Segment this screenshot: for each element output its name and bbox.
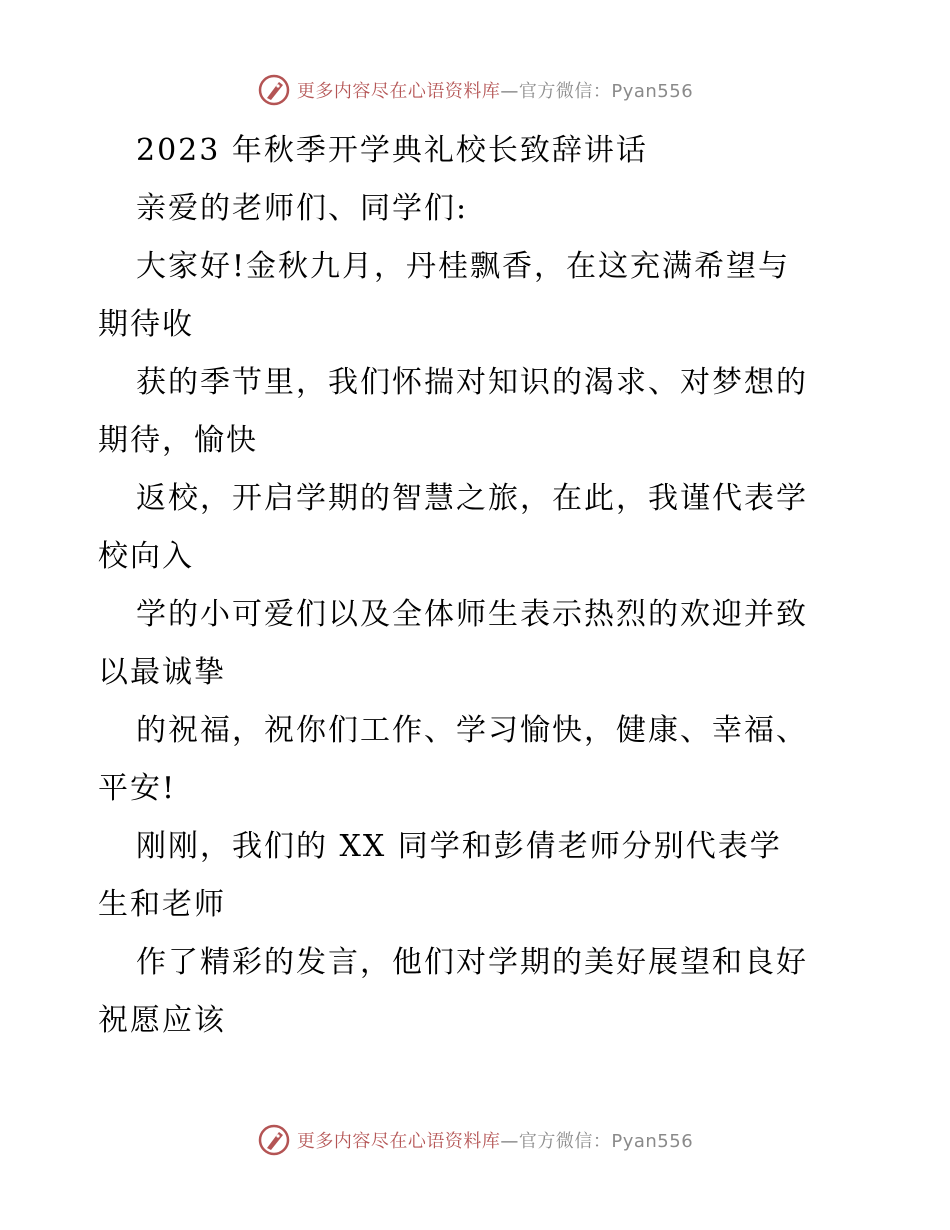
paragraph-line: 大家好!金秋九月，丹桂飘香，在这充满希望与 bbox=[136, 249, 791, 284]
paragraph-line: 平安! bbox=[98, 771, 177, 806]
paragraph-line: 祝愿应该 bbox=[98, 1003, 226, 1038]
paragraph-line: 作了精彩的发言，他们对学期的美好展望和良好 bbox=[136, 945, 808, 980]
paragraph-line: 学的小可爱们以及全体师生表示热烈的欢迎并致 bbox=[136, 597, 808, 632]
doc-title: 2023 年秋季开学典礼校长致辞讲话 bbox=[136, 133, 648, 168]
paragraph-line: 返校，开启学期的智慧之旅，在此，我谨代表学 bbox=[136, 481, 808, 516]
paragraph-line: 校向入 bbox=[98, 539, 194, 574]
paragraph-line: 期待收 bbox=[98, 307, 194, 342]
watermark-text: 更多内容尽在心语资料库—官方微信：Pyan556 bbox=[296, 1131, 694, 1152]
paragraph-line: 期待，愉快 bbox=[98, 423, 258, 458]
paragraph-line: 刚刚，我们的 XX 同学和彭倩老师分别代表学 bbox=[136, 829, 782, 864]
salutation: 亲爱的老师们、同学们: bbox=[136, 191, 469, 226]
paragraph-line: 以最诚挚 bbox=[98, 655, 226, 690]
header-watermark bbox=[0, 70, 950, 110]
footer-watermark bbox=[0, 1120, 950, 1160]
paragraph-line: 生和老师 bbox=[98, 887, 226, 922]
pen-nib-circle-icon bbox=[257, 1123, 291, 1157]
pen-nib-circle-icon bbox=[257, 73, 291, 107]
paragraph-line: 获的季节里，我们怀揣对知识的渴求、对梦想的 bbox=[136, 365, 808, 400]
watermark-text: 更多内容尽在心语资料库—官方微信：Pyan556 bbox=[296, 81, 694, 102]
paragraph-line: 的祝福，祝你们工作、学习愉快，健康、幸福、 bbox=[136, 713, 808, 748]
